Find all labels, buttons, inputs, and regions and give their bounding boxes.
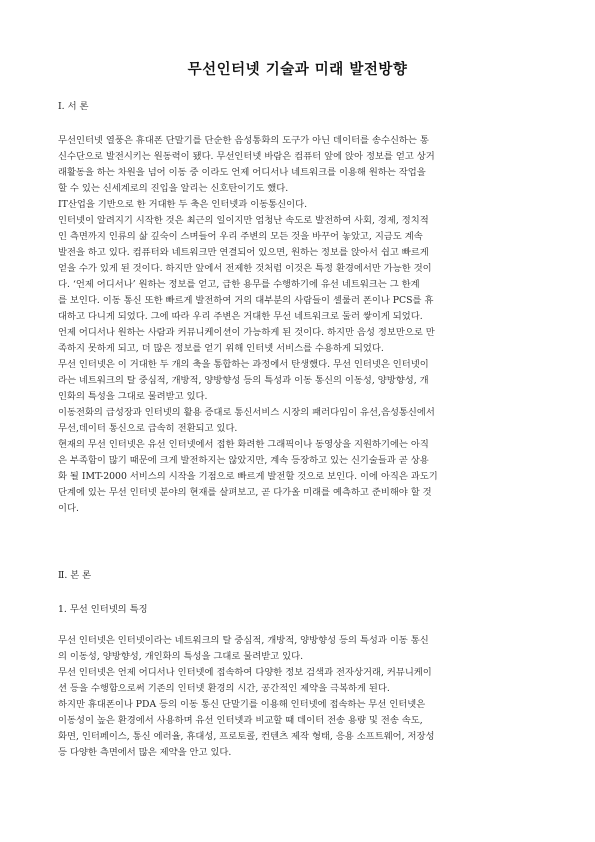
text-line: 를 보인다. 이동 통신 또한 빠르게 발전하여 거의 대부분의 사람들이 셀룰러 폰이나 PCS를 휴 <box>58 295 434 306</box>
text-line: 인화의 특성을 그대로 물려받고 있다. <box>58 391 208 402</box>
text-line: 무선,데이터 통신으로 급속히 전환되고 있다. <box>58 423 238 434</box>
text-line: 화 될 IMT-2000 서비스의 시작을 기점으로 빠르게 발전할 것으로 보인다. 이에 아직은 과도기 <box>58 471 438 482</box>
text-line: 무선 인터넷은 언제 어디서나 인터넷에 접속하여 다양한 정보 검색과 전자상거래, 커뮤니케이 <box>58 667 432 678</box>
text-line: 할 수 있는 신세계로의 진입을 알리는 신호탄이기도 했다. <box>58 183 289 194</box>
text-line: 래활동을 하는 차원을 넘어 이동 중 이라도 언제 어디서나 네트워크를 이용해 원하는 작업을 <box>58 167 426 178</box>
features-paragraph <box>58 633 538 761</box>
introduction-paragraph <box>58 133 538 517</box>
text-line: 무선 인터넷은 인터넷이라는 네트워크의 탈 중심적, 개방적, 양방향성 등의 특성과 이동 통신 <box>58 635 429 646</box>
text-line: 무선인터넷 열풍은 휴대폰 단말기를 단순한 음성통화의 도구가 아닌 데이터를 송수신하는 통 <box>58 135 429 146</box>
text-line: 이동전화의 급성장과 인터넷의 활용 증대로 통신서비스 시장의 패러다임이 유선,음성통신에서 <box>58 407 435 418</box>
text-line: 인터넷이 알려지기 시작한 것은 최근의 일이지만 엄청난 속도로 발전하여 사회, 경제, 정치적 <box>58 215 429 226</box>
subsection-heading-features: 1. 무선 인터넷의 특징 <box>58 604 148 615</box>
document-title: 무선인터넷 기술과 미래 발전방향 <box>187 61 408 78</box>
text-line: 얻을 수가 있게 된 것이다. 하지만 앞에서 전제한 것처럼 이것은 특정 환경에서만 가능한 것이 <box>58 263 432 274</box>
text-line: 현재의 무선 인터넷은 유선 인터넷에서 접한 화려한 그래픽이나 동영상을 지원하기에는 아직 <box>58 439 429 450</box>
text-line: 무선 인터넷은 이 거대한 두 개의 축을 통합하는 과정에서 탄생했다. 무선 인터넷은 인터넷이 <box>58 359 429 370</box>
section-heading-body: Ⅱ. 본 론 <box>58 570 92 581</box>
text-line: 화면, 인터페이스, 통신 에러율, 휴대성, 프로토콜, 컨텐츠 제작 형태, 응용 소프트웨어, 저장성 <box>58 731 435 742</box>
text-line: 이다. <box>58 503 79 514</box>
text-line: 의 이동성, 양방향성, 개인화의 특성을 그대로 물려받고 있다. <box>58 651 304 662</box>
text-line: IT산업을 기반으로 한 거대한 두 축은 인터넷과 이동통신이다. <box>58 199 308 210</box>
text-line: 션 등을 수행함으로써 기존의 인터넷 환경의 시간, 공간적인 제약을 극복하게 된다. <box>58 683 390 694</box>
text-line: 단계에 있는 무선 인터넷 분야의 현재를 살펴보고, 곧 다가올 미래를 예측하고 준비해야 할 것 <box>58 487 432 498</box>
text-line: 신수단으로 발전시키는 원동력이 됐다. 무선인터넷 바람은 컴퓨터 앞에 앉아 정보를 얻고 상거 <box>58 151 435 162</box>
text-line: 인 측면까지 인류의 삶 깊숙이 스며들어 우리 주변의 모든 것을 바꾸어 놓았고, 지금도 계속 <box>58 231 423 242</box>
text-line: 이동성이 높은 환경에서 사용하며 유선 인터넷과 비교할 때 데이터 전송 용량 및 전송 속도, <box>58 715 423 726</box>
text-line: 대하고 다니게 되었다. 그에 따라 우리 주변은 거대한 무선 네트워크로 둘러 쌓이게 되었다. <box>58 311 423 322</box>
text-line: 다. ‘언제 어디서나’ 원하는 정보를 얻고, 급한 용무를 수행하기에 유선 네트워크는 그 한계 <box>58 279 420 290</box>
text-line: 족하지 못하게 되고, 더 많은 정보를 얻기 위해 인터넷 서비스를 수용하게 되었다. <box>58 343 384 354</box>
text-line: 등 다양한 측면에서 많은 제약을 안고 있다. <box>58 747 232 758</box>
text-line: 하지만 휴대폰이나 PDA 등의 이동 통신 단말기를 이용해 인터넷에 접속하는 무선 인터넷은 <box>58 699 426 710</box>
section-heading-introduction: Ⅰ. 서 론 <box>58 101 89 112</box>
text-line: 은 부족함이 많기 때문에 크게 발전하지는 않았지만, 계속 등장하고 있는 신기술들과 곧 상용 <box>58 455 429 466</box>
text-line: 발전을 하고 있다. 컴퓨터와 네트워크만 연결되어 있으면, 원하는 정보를 앉아서 쉽고 빠르게 <box>58 247 429 258</box>
text-line: 라는 네트워크의 탈 중심적, 개방적, 양방향성 등의 특성과 이동 통신의 이동성, 양방향성, 개 <box>58 375 429 386</box>
text-line: 언제 어디서나 원하는 사람과 커뮤니케이션이 가능하게 된 것이다. 하지만 음성 정보만으로 만 <box>58 327 435 338</box>
